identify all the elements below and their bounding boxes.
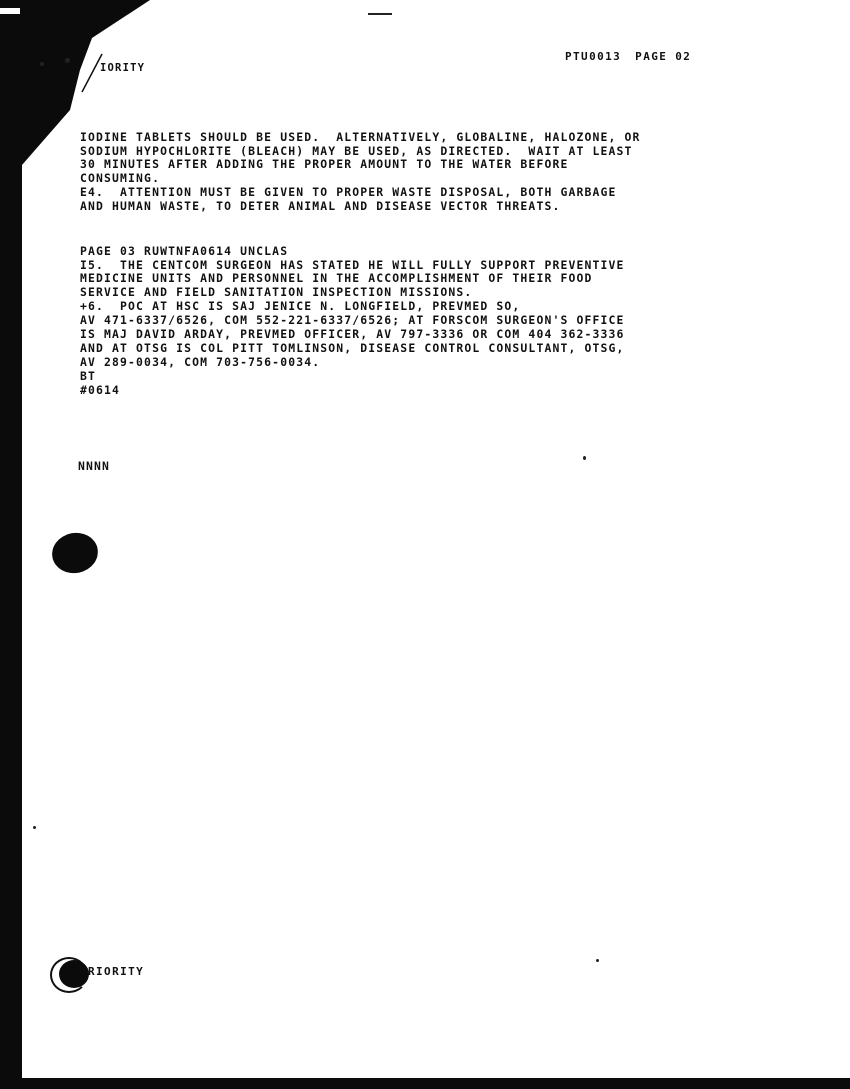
body-line: MEDICINE UNITS AND PERSONNEL IN THE ACCOMPLISHMENT OF THEIR FOOD (80, 271, 593, 285)
break-marker: BT (80, 369, 97, 383)
scan-blot (48, 529, 101, 578)
scan-bottom-border (0, 1078, 850, 1089)
scan-speck (40, 62, 44, 66)
footer-precedence-label: RIORITY (88, 965, 145, 978)
body-line: AND HUMAN WASTE, TO DETER ANIMAL AND DISEASE VECTOR THREATS. (80, 199, 561, 213)
scan-left-border (0, 0, 22, 1089)
scan-speck (33, 826, 36, 829)
body-line: IODINE TABLETS SHOULD BE USED. ALTERNATIVELY, GLOBALINE, HALOZONE, OR (80, 130, 641, 144)
precedence-label: IORITY (100, 62, 146, 74)
body-line: IS MAJ DAVID ARDAY, PREVMED OFFICER, AV 797-3336 OR COM 404 362-3336 (80, 327, 625, 341)
page-header (565, 50, 691, 63)
body-line: SODIUM HYPOCHLORITE (BLEACH) MAY BE USED, AS DIRECTED. WAIT AT LEAST (80, 144, 633, 158)
scan-mark (368, 13, 392, 15)
message-serial: #0614 (80, 383, 121, 397)
body-line: AV 471-6337/6526, COM 552-221-6337/6526; AT FORSCOM SURGEON'S OFFICE (80, 313, 625, 327)
body-line: AND AT OTSG IS COL PITT TOMLINSON, DISEASE CONTROL CONSULTANT, OTSG, (80, 341, 625, 355)
scan-speck (65, 58, 70, 63)
page-marker: PAGE 03 RUWTNFA0614 UNCLAS (80, 244, 289, 258)
body-line: AV 289-0034, COM 703-756-0034. (80, 355, 321, 369)
message-id: PTU0013 (565, 50, 622, 63)
body-line: CONSUMING. (80, 171, 161, 185)
body-line: I5. THE CENTCOM SURGEON HAS STATED HE WILL FULLY SUPPORT PREVENTIVE (80, 258, 625, 272)
body-line: +6. POC AT HSC IS SAJ JENICE N. LONGFIELD, PREVMED SO, (80, 299, 521, 313)
footer-precedence (50, 957, 190, 997)
end-of-message-marker: NNNN (78, 459, 111, 473)
page-number: PAGE 02 (635, 50, 692, 63)
scan-speck (596, 959, 599, 962)
body-line: 30 MINUTES AFTER ADDING THE PROPER AMOUNT TO THE WATER BEFORE (80, 157, 569, 171)
scan-top-tab (0, 6, 22, 16)
scan-speck (583, 456, 586, 460)
body-line: E4. ATTENTION MUST BE GIVEN TO PROPER WASTE DISPOSAL, BOTH GARBAGE (80, 185, 617, 199)
punch-hole-blot (59, 960, 89, 988)
body-line: SERVICE AND FIELD SANITATION INSPECTION MISSIONS. (80, 285, 473, 299)
